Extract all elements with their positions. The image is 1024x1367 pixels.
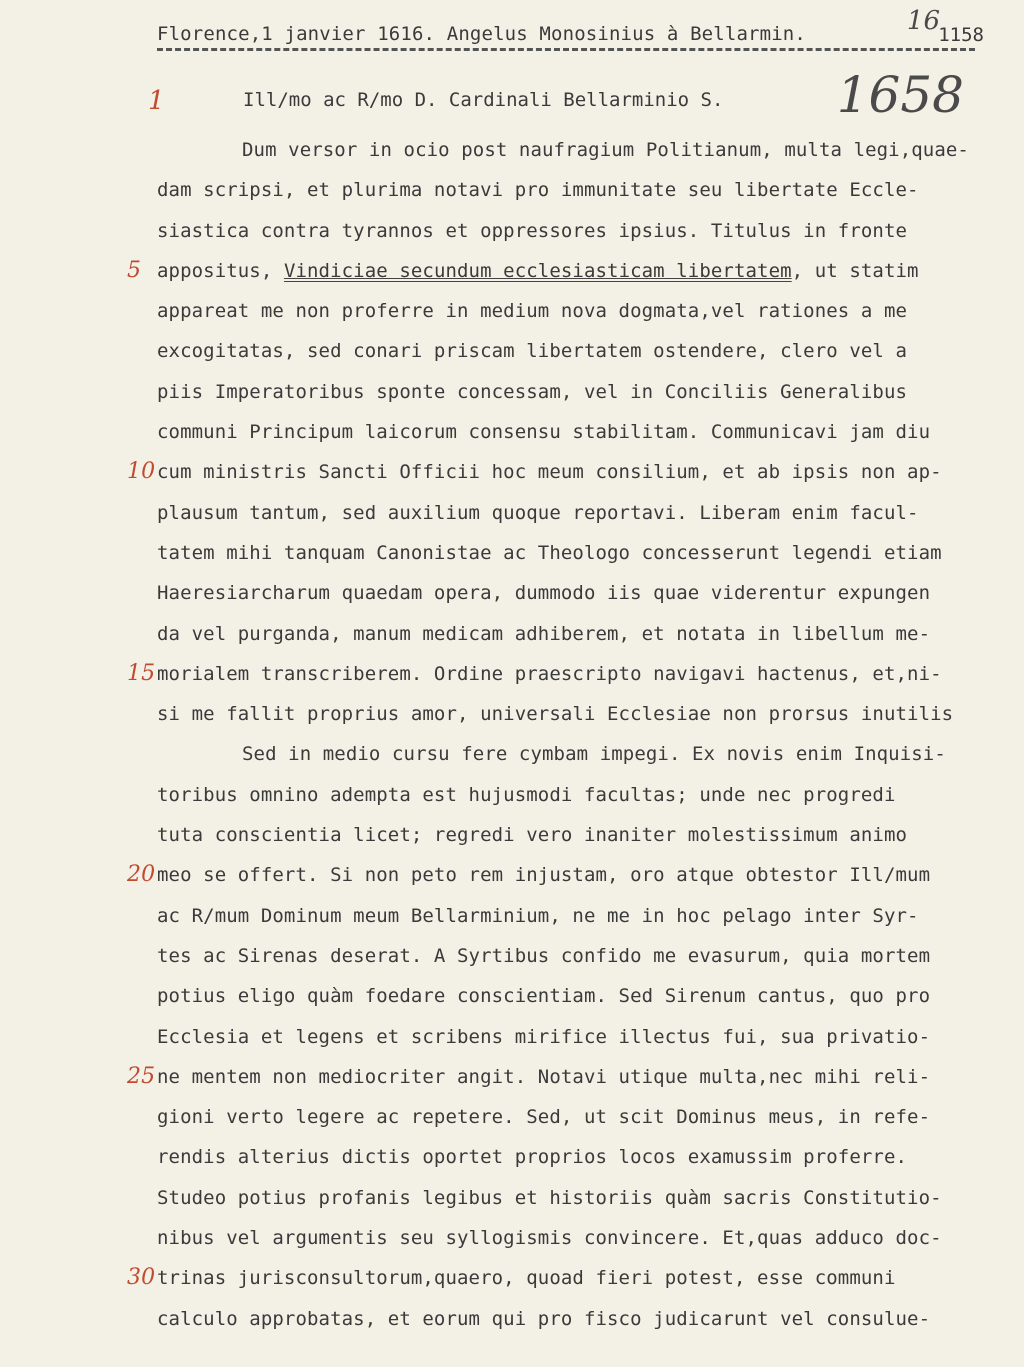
letter-body (127, 130, 987, 1339)
header-text: Florence,1 janvier 1616. Angelus Monosinius à Bellarmin. (157, 23, 806, 45)
text-line (157, 976, 987, 1016)
text-line (127, 251, 987, 291)
line-text: meo se offert. Si non peto rem injustam, oro atque obtestor Ill/mum (157, 864, 931, 887)
line-text: calculo approbatas, et eorum qui pro fisco judicarunt vel consulue- (157, 1307, 931, 1330)
line-text: Dum versor in ocio post naufragium Politianum, multa legi,quae- (242, 139, 969, 161)
line-text: gioni verto legere ac repetere. Sed, ut scit Dominus meus, in refe- (157, 1106, 931, 1129)
line-text: tatem mihi tanquam Canonistae ac Theologo concesserunt legendi etiam (157, 541, 942, 564)
text-line (157, 896, 987, 936)
line-text: si me fallit proprius amor, universali Ecclesiae non prorsus inutilis (157, 703, 954, 726)
line-text: appositus, (157, 259, 284, 282)
text-line (157, 1178, 987, 1218)
line-text: , ut statim (791, 259, 919, 282)
line-text: dam scripsi, et plurima notavi pro immunitate seu libertate Eccle- (157, 179, 919, 202)
line-text: nibus vel argumentis seu syllogismis convincere. Et,quas adduco doc- (157, 1227, 942, 1250)
page-number: 1158 (938, 24, 984, 46)
line-number: 25 (127, 1063, 156, 1089)
text-line (157, 331, 987, 371)
line-number: 5 (127, 257, 142, 283)
line-marker: 1 (148, 86, 165, 116)
text-line (157, 130, 987, 170)
text-line (157, 412, 987, 452)
salutation: Ill/mo ac R/mo D. Cardinali Bellarminio S. (243, 89, 724, 111)
line-text: excogitatas, sed conari priscam libertatem ostendere, clero vel a (157, 340, 908, 363)
line-text: Studeo potius profanis legibus et historiis quàm sacris Constitutio- (157, 1186, 942, 1209)
line-text: toribus omnino adempta est hujusmodi facultas; unde nec progredi (157, 783, 896, 806)
text-line (157, 533, 987, 573)
line-text: Ecclesia et legens et scribens mirifice illectus fui, sua privatio- (157, 1025, 931, 1048)
line-text: rendis alterius dictis oportet proprios locos examussim proferre. (157, 1146, 908, 1169)
text-line (157, 775, 987, 815)
line-text: ac R/mum Dominum meum Bellarminium, ne me in hoc pelago inter Syr- (157, 904, 919, 927)
text-line (157, 493, 987, 533)
text-line (127, 452, 987, 492)
text-line (157, 170, 987, 210)
text-line (127, 1057, 987, 1097)
document-number: 1658 (836, 66, 964, 124)
line-text: communi Principum laicorum consensu stabilitam. Communicavi jam diu (157, 421, 931, 444)
text-line (157, 211, 987, 251)
line-text: appareat me non proferre in medium nova dogmata,vel rationes a me (157, 300, 908, 323)
text-line (157, 734, 987, 774)
line-text: ne mentem non mediocriter angit. Notavi utique multa,nec mihi reli- (157, 1065, 931, 1088)
text-line (157, 1218, 987, 1258)
line-text: Sed in medio cursu fere cymbam impegi. Ex novis enim Inquisi- (242, 743, 946, 766)
line-number: 20 (127, 862, 156, 888)
line-number: 10 (127, 459, 156, 485)
text-line (157, 614, 987, 654)
text-line (157, 573, 987, 613)
text-line (127, 654, 987, 694)
line-text: potius eligo quàm foedare conscientiam. Sed Sirenum cantus, quo pro (157, 985, 931, 1008)
text-line (157, 372, 987, 412)
text-line (127, 855, 987, 895)
text-line (157, 291, 987, 331)
line-text: Haeresiarcharum quaedam opera, dummodo iis quae viderentur expungen (157, 582, 931, 605)
text-line (157, 1299, 987, 1339)
line-text: da vel purganda, manum medicam adhiberem, et notata in libellum me- (157, 622, 931, 645)
text-line (157, 1017, 987, 1057)
header-dashed-rule (157, 48, 975, 51)
line-text: tes ac Sirenas deserat. A Syrtibus confido me evasurum, quia mortem (157, 944, 931, 967)
line-number: 15 (127, 660, 156, 686)
text-line (127, 1258, 987, 1298)
line-text: plausum tantum, sed auxilium quoque reportavi. Liberam enim facul- (157, 501, 919, 524)
text-line (157, 1137, 987, 1177)
handwritten-number: 16 (906, 6, 940, 36)
line-text: morialem transcriberem. Ordine praescripto navigavi hactenus, et,ni- (157, 662, 942, 685)
text-line (157, 694, 987, 734)
text-line (157, 1097, 987, 1137)
line-text: piis Imperatoribus sponte concessam, vel in Conciliis Generalibus (157, 380, 908, 403)
text-line (157, 815, 987, 855)
work-title: Vindiciae secundum ecclesiasticam libertatem (283, 259, 792, 282)
line-text: tuta conscientia licet; regredi vero inaniter molestissimum animo (157, 824, 908, 847)
text-line (157, 936, 987, 976)
page-header (157, 23, 977, 45)
line-text: siastica contra tyrannos et oppressores ipsius. Titulus in fronte (157, 219, 908, 242)
line-text: cum ministris Sancti Officii hoc meum consilium, et ab ipsis non ap- (157, 461, 942, 484)
line-text: trinas jurisconsultorum,quaero, quoad fieri potest, esse communi (157, 1267, 896, 1290)
line-number: 30 (127, 1265, 156, 1291)
